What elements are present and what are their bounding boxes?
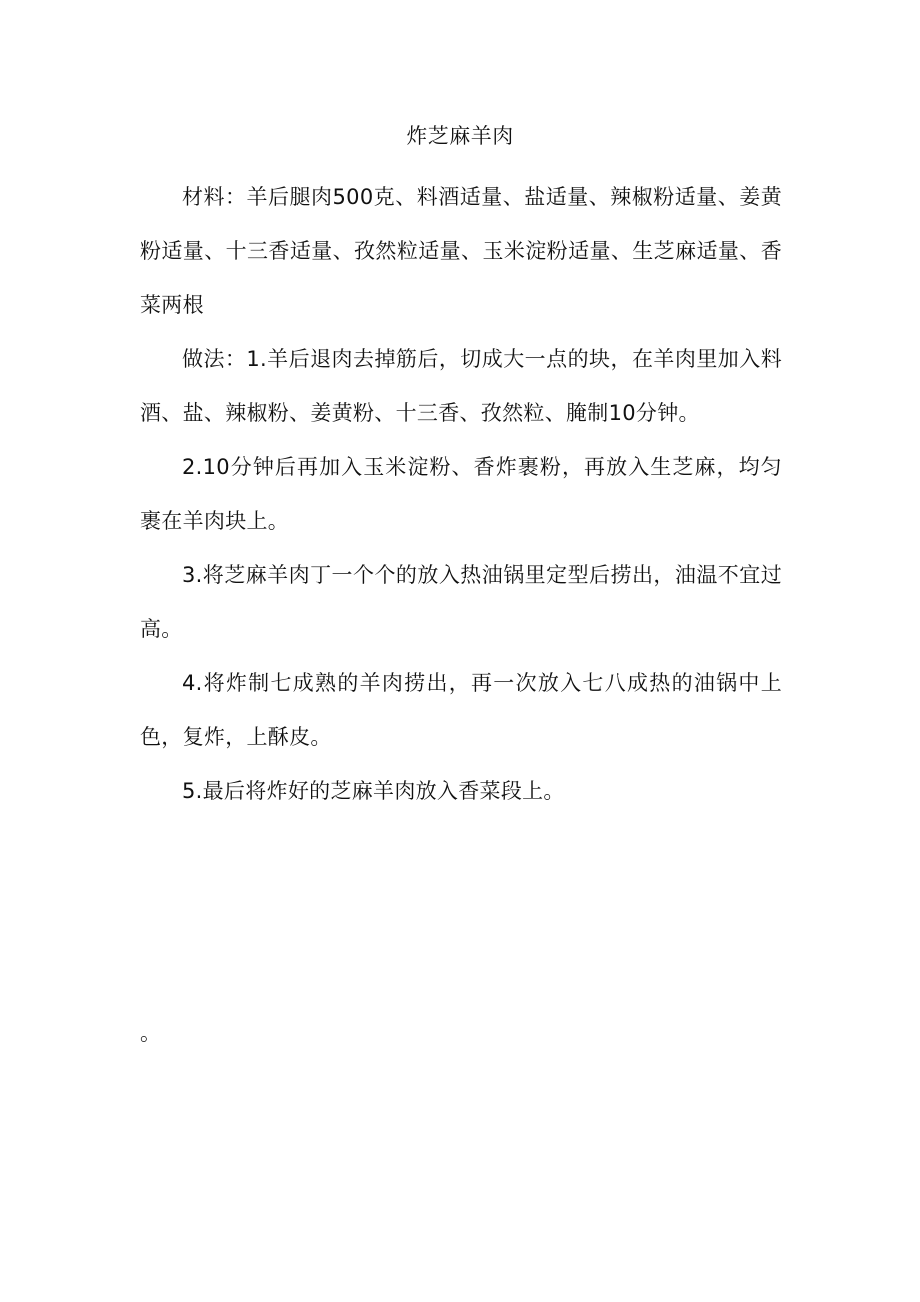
materials-paragraph: 材料：羊后腿肉500克、料酒适量、盐适量、辣椒粉适量、姜黄粉适量、十三香适量、孜然粒适量、玉米淀粉适量、生芝麻适量、香菜两根 [140, 185, 782, 317]
step-3-paragraph: 3.将芝麻羊肉丁一个个的放入热油锅里定型后捞出，油温不宜过高。 [140, 563, 782, 641]
stray-period-mark: 。 [140, 1021, 161, 1045]
step-4-paragraph: 4.将炸制七成熟的羊肉捞出，再一次放入七八成热的油锅中上色，复炸，上酥皮。 [140, 671, 782, 749]
document-title: 炸芝麻羊肉 [406, 124, 514, 148]
step-1-paragraph: 做法：1.羊后退肉去掉筋后，切成大一点的块，在羊肉里加入料酒、盐、辣椒粉、姜黄粉、十三香、孜然粒、腌制10分钟。 [140, 347, 782, 425]
step-5-paragraph: 5.最后将炸好的芝麻羊肉放入香菜段上。 [182, 779, 565, 803]
step-2-paragraph: 2.10分钟后再加入玉米淀粉、香炸裹粉，再放入生芝麻，均匀裹在羊肉块上。 [140, 455, 782, 533]
